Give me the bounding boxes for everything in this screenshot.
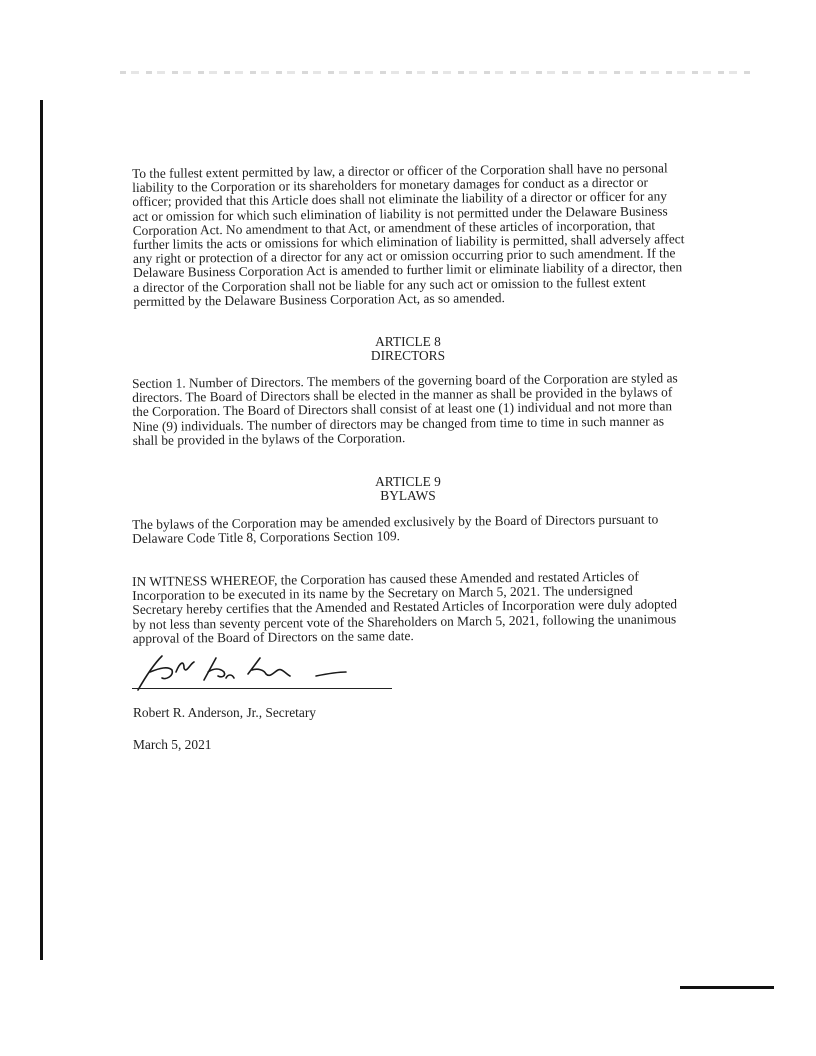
signature-date: March 5, 2021 xyxy=(133,737,212,752)
article-8-text: Section 1. Number of Directors. The members of the governing board of the Corporation are styled as directors. The Board of Directors shall be elected in the manner as shall be provided in the bylaws of the Corporation. The Board of Directors shall consist of at least one (1) individual and not more than Nine (9) individuals. The number of directors may be changed from time to time in such manner as shall be provided in the bylaws of the Corporation. xyxy=(131,370,678,448)
article-8-title: DIRECTORS xyxy=(370,348,446,363)
scan-edge-left xyxy=(40,100,43,960)
witness-paragraph: IN WITNESS WHEREOF, the Corporation has caused these Amended and restated Articles of Incorporation to be executed in its name by the Secretary on March 5, 2021. The undersigned Secretary hereby certifies that the Amended and Restated Articles of Incorporation were duly adopted by not less than seventy percent vote of the Shareholders on March 5, 2021, following the unanimous approval of the Board of Directors on the same date. xyxy=(131,568,678,646)
handwritten-signature xyxy=(132,650,392,692)
scan-noise-top xyxy=(120,71,750,74)
article-9-title: BYLAWS xyxy=(380,488,436,503)
article-8-heading xyxy=(132,335,684,363)
scan-mark-bottom xyxy=(680,986,774,989)
article-9-number: ARTICLE 9 xyxy=(375,474,441,489)
article-9-text: The bylaws of the Corporation may be amended exclusively by the Board of Directors pursuant to Delaware Code Title 8, Corporations Section 109. xyxy=(131,511,659,547)
signature-line xyxy=(132,688,392,689)
signer-name: Robert R. Anderson, Jr., Secretary xyxy=(133,705,316,720)
article-9-heading xyxy=(132,475,684,503)
article-8-number: ARTICLE 8 xyxy=(375,334,441,349)
liability-paragraph: To the fullest extent permitted by law, a director or officer of the Corporation shall have no personal liability to the Corporation or its shareholders for monetary damages for conduct as a director or officer; provided that this Article does shall not eliminate the liability of a director or officer for any act or omission for which such elimination of liability is not permitted under the Delaware Business Corporation Act. No amendment to that Act, or amendment of these articles of incorporation, that further limits the acts or omissions for which elimination of liability is permitted, shall adversely affect any right or protection of a director for any act or omission occurring prior to such amendment. If the Delaware Business Corporation Act is amended to further limit or eliminate liability of a director, then a director of the Corporation shall not be liable for any such act or omission to the fullest extent permitted by the Delaware Business Corporation Act, as so amended. xyxy=(131,160,685,309)
